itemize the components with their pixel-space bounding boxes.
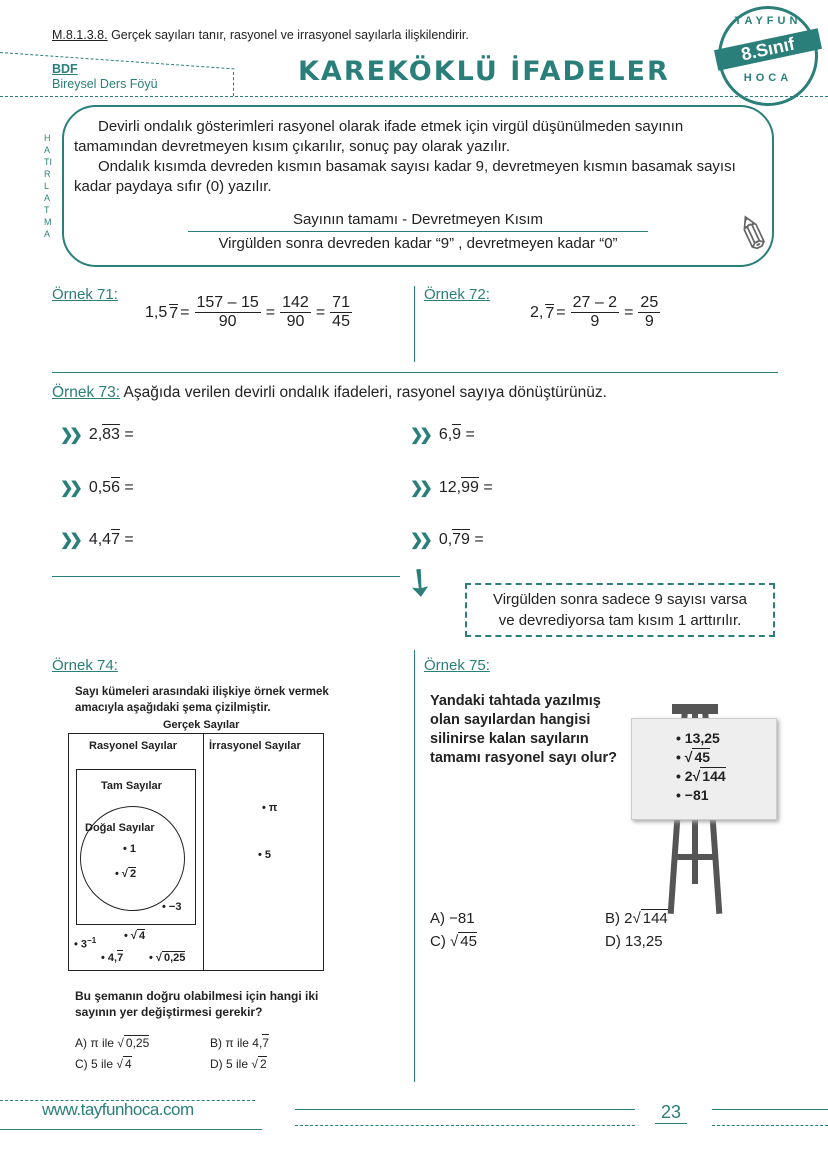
label-rational: Rasyonel Sayılar — [89, 740, 178, 752]
bdf-subtitle: Bireysel Ders Föyü — [52, 77, 158, 91]
option-c[interactable]: C) √ 45 — [430, 933, 477, 950]
decimal: 0,79 = — [438, 531, 484, 548]
exercise-item — [60, 478, 134, 498]
point-sqrt4: 4 — [138, 930, 146, 942]
chevron-right-icon: ❯❯ — [410, 532, 429, 549]
option-a[interactable]: A) π ile √ 0,25 — [75, 1036, 149, 1050]
fraction: $\frac{157 - 15}{90}$ — [196, 294, 259, 330]
point-sqrt2: 2 — [129, 868, 137, 880]
point-1: 1 — [129, 843, 137, 855]
decimal: 12,99 = — [438, 479, 493, 496]
board — [631, 718, 777, 820]
decimal-repeat: 7 — [169, 304, 179, 322]
chevron-right-icon: ❯❯ — [60, 427, 79, 444]
reminder-p2: Ondalık kısımda devreden kısmın basamak sayısı kadar 9, devretmeyen kısmın basamak sayısı kadar paydaya sıfır (0) yazılır. — [74, 158, 736, 195]
label-real-numbers: Gerçek Sayılar — [163, 719, 240, 731]
label-irrational: İrrasyonel Sayılar — [209, 740, 301, 752]
point-neg3: −3 — [168, 901, 182, 913]
exercise-item — [60, 530, 134, 550]
option-d[interactable]: D) 13,25 — [605, 933, 663, 950]
example-73-header — [52, 384, 607, 402]
fraction: $\frac{25}{9}$ — [640, 294, 659, 330]
option-b[interactable]: B) 2√ 144 — [605, 910, 668, 927]
bdf-label: BDF — [52, 62, 78, 76]
column-divider — [414, 650, 415, 1082]
option-d[interactable]: D) 5 ile √ 2 — [210, 1057, 267, 1071]
chevron-right-icon: ❯❯ — [60, 480, 79, 497]
decimal: 2,83 = — [88, 426, 134, 443]
note-line-2: ve devrediyorsa tam kısım 1 arttırılır. — [498, 612, 742, 629]
decimal-int: 2, — [530, 303, 544, 321]
fraction: $\frac{71}{45}$ — [332, 294, 350, 330]
label-naturals: Doğal Sayılar — [85, 822, 155, 834]
example-72-solution: 2, 7 = $\frac{27 - 2}{9}$ = $\frac{25}{9}$ — [530, 294, 659, 330]
page-number: 23 — [655, 1102, 687, 1124]
integers-box: Tam Sayılar Doğal Sayılar • 1 • √ 2 • −3 — [76, 769, 196, 925]
note-box — [465, 583, 775, 637]
point-5: 5 — [264, 849, 272, 861]
column-divider — [414, 286, 415, 362]
exercise-item — [410, 530, 484, 550]
fraction: $\frac{142}{90}$ — [282, 294, 309, 330]
board-item: • 13,25 — [676, 730, 720, 746]
footer-line — [295, 1109, 635, 1110]
option-b[interactable]: B) π ile 4,7 — [210, 1036, 269, 1050]
reminder-box — [62, 105, 774, 267]
header-divider — [233, 72, 234, 96]
stamp-top: TAYFUN — [734, 15, 802, 27]
footer-website-link[interactable]: www.tayfunhoca.com — [42, 1100, 194, 1119]
example-74-label: Örnek 74: — [52, 657, 118, 674]
point-3-inverse: 3 — [80, 938, 88, 951]
chevron-right-icon: ❯❯ — [410, 480, 429, 497]
page-title: KAREKÖKLÜ İFADELER — [298, 56, 670, 87]
decimal: 6,9 = — [438, 426, 475, 443]
pencil-icon: ✎ — [727, 201, 780, 260]
note-line-1: Virgülden sonra sadece 9 sayısı varsa — [492, 591, 748, 608]
objective — [52, 28, 469, 42]
footer-line — [0, 1129, 262, 1130]
stamp-mid: 8.Sınıf — [714, 28, 822, 71]
objective-code: M.8.1.3.8. — [52, 28, 108, 42]
section-divider — [52, 576, 400, 577]
example-74-intro: Sayı kümeleri arasındaki ilişkiye örnek vermek amacıyla aşağıdaki şema çizilmiştir. — [75, 686, 329, 714]
exercise-item — [60, 425, 134, 445]
decimal-repeat: 7 — [545, 304, 555, 322]
stamp-bottom: HOCA — [743, 72, 793, 84]
formula-numerator: Sayının tamamı - Devretmeyen Kısım — [292, 211, 544, 228]
point-pi: π — [268, 802, 278, 814]
label-integers: Tam Sayılar — [101, 780, 162, 792]
exercise-item — [410, 478, 493, 498]
reminder-p1: Devirli ondalık gösterimleri rasyonel olarak ifade etmek için virgül düşünülmeden sayının tamamından devretmeyen kısım çıkarılır, sonuç pay olarak yazılır. — [74, 118, 684, 155]
example-71-label: Örnek 71: — [52, 286, 118, 303]
example-75-question: Yandaki tahtada yazılmış olan sayılardan hangisi silinirse kalan sayıların tamamı rasyonel sayı olur? — [430, 693, 617, 766]
example-74-question: Bu şemanın doğru olabilmesi için hangi iki sayının yer değiştirmesi gerekir? — [75, 989, 319, 1019]
chevron-right-icon: ❯❯ — [410, 427, 429, 444]
header-divider — [0, 52, 234, 69]
board-item: • 2√ 144 — [676, 767, 776, 786]
board-item: • √ 45 — [676, 748, 776, 767]
example-73-label: Örnek 73: — [52, 384, 121, 401]
objective-text: Gerçek sayıları tanır, rasyonel ve irrasyonel sayılarla ilişkilendirir. — [111, 28, 469, 42]
header-divider — [0, 96, 828, 97]
example-75-label: Örnek 75: — [424, 657, 490, 674]
footer-line — [295, 1125, 635, 1126]
example-73-question: Aşağıda verilen devirli ondalık ifadeleri, rasyonel sayıya dönüştürünüz. — [123, 384, 607, 401]
formula-denominator: Virgülden sonra devreden kadar “9” , devretmeyen kadar “0” — [188, 231, 648, 252]
decimal: 4,47 = — [88, 531, 134, 548]
footer-line — [712, 1109, 828, 1110]
exercise-item — [410, 425, 475, 445]
option-a[interactable]: A) −81 — [430, 910, 475, 927]
decimal: 0,56 = — [88, 479, 134, 496]
option-c[interactable]: C) 5 ile √ 4 — [75, 1057, 132, 1071]
fraction: $\frac{27 - 2}{9}$ — [572, 294, 618, 330]
decimal-int: 1,5 — [145, 303, 168, 321]
example-71-solution: 1,5 7 = $\frac{157 - 15}{90}$ = $\frac{142}{90}$ = $\frac{71}{45}$ — [145, 294, 350, 330]
point-4-7: 4, — [107, 952, 118, 964]
chevron-right-icon: ❯❯ — [60, 532, 79, 549]
example-72-label: Örnek 72: — [424, 286, 490, 303]
section-divider — [52, 372, 778, 373]
footer-line — [712, 1125, 828, 1126]
stamp-logo — [718, 6, 818, 106]
arrow-icon: ➘ — [393, 556, 446, 610]
venn-diagram: Rasyonel Sayılar İrrasyonel Sayılar Tam Sayılar Doğal Sayılar • 1 • √ 2 • −3 • $3^{-1}$ • √ 4 • 4,7 • √ 0,25 • π • 5 — [68, 733, 324, 971]
board-item: • −81 — [676, 787, 709, 803]
reminder-side-label: HATIRLATMA — [44, 133, 52, 239]
point-sqrt025: 0,25 — [163, 952, 186, 964]
venn-divider — [203, 734, 204, 970]
